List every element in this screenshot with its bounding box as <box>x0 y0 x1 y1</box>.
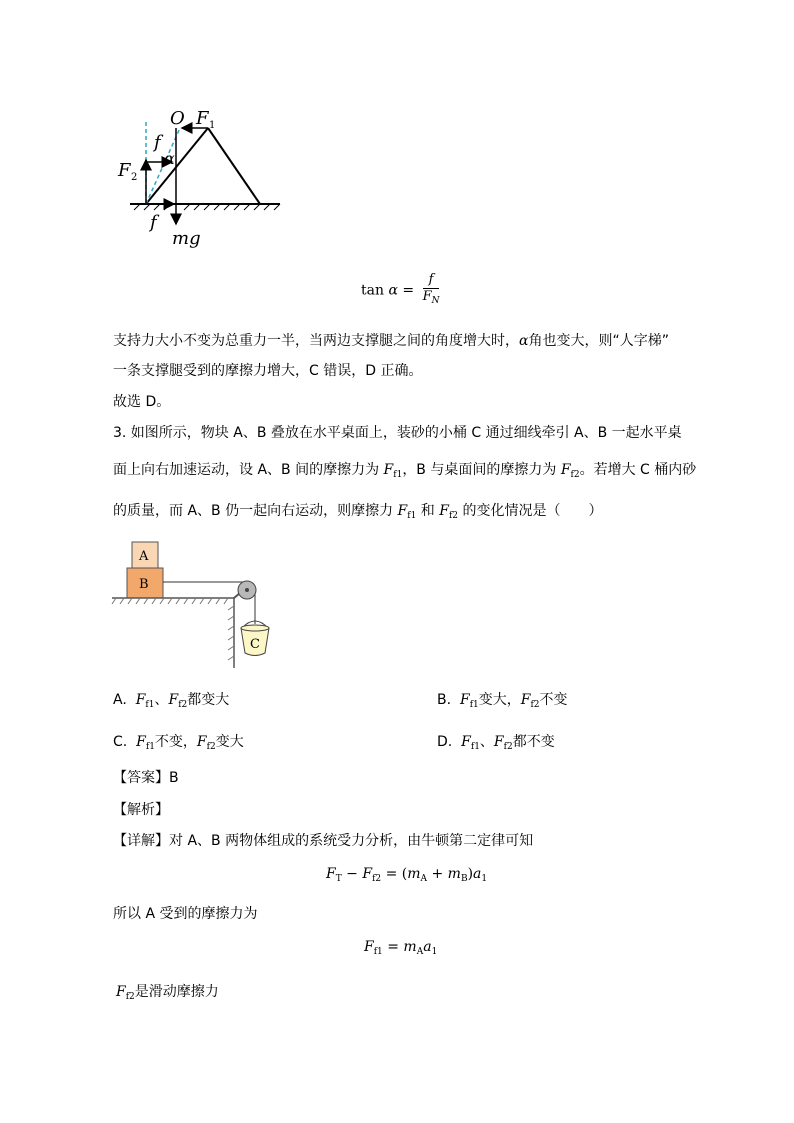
text-segment: 。若增大 C 桶内砂 <box>579 462 697 478</box>
detail-line-2: 所以 A 受到的摩擦力为 <box>113 906 258 922</box>
F-symbol: F <box>493 734 504 750</box>
eq2-A-sub: A <box>416 947 424 957</box>
question-3-line-1: 3. 如图所示，物块 A、B 叠放在水平桌面上，装砂的小桶 C 通过细线牵引 A、B 一起水平桌 <box>113 425 682 441</box>
paragraph-line-1 <box>113 331 669 351</box>
eq-equals-paren: = ( <box>381 866 408 882</box>
equation-newton <box>326 866 487 884</box>
f2-subscript: f2 <box>448 511 458 521</box>
F-symbol: F <box>560 462 571 478</box>
option-D[interactable] <box>437 732 555 757</box>
block-B-label: B <box>139 577 149 592</box>
option-D-label: D. <box>437 734 453 750</box>
f1-subscript: f1 <box>470 742 480 752</box>
label-O: O <box>170 108 185 129</box>
eq2-F: F <box>364 939 374 955</box>
option-C-label: C. <box>113 734 128 750</box>
text-segment: 变大 <box>215 734 244 750</box>
F-symbol: F <box>459 692 470 708</box>
bucket-rim <box>241 625 269 631</box>
label-alpha: α <box>164 149 175 168</box>
label-mg: mg <box>172 228 201 249</box>
eq-mB: m <box>447 866 461 882</box>
f2-subscript: f2 <box>530 700 540 710</box>
option-B[interactable] <box>437 690 568 715</box>
formula-alpha: α <box>388 282 398 299</box>
table-hatch <box>112 598 228 604</box>
den-F: F <box>422 289 432 304</box>
alpha-symbol: α <box>519 333 529 349</box>
ladder-right-leg <box>208 128 260 204</box>
label-f-top: f <box>154 132 161 153</box>
label-F1: F <box>196 108 209 129</box>
text-segment: 和 <box>416 503 440 519</box>
eq-1-sub: 1 <box>481 874 488 884</box>
text-segment: 不变， <box>154 734 197 750</box>
text-segment: 变大， <box>478 692 521 708</box>
pulley-axle <box>245 588 249 592</box>
f1-subscript: f1 <box>145 700 155 710</box>
text-segment: 面上向右加速运动，设 A、B 间的摩擦力为 <box>113 462 384 478</box>
eq2-equals: = <box>382 939 404 955</box>
text-segment: 都变大 <box>187 692 230 708</box>
question-3-line-3 <box>113 501 602 526</box>
F-symbol: F <box>439 503 449 519</box>
F-symbol: F <box>397 503 408 519</box>
fraction-numerator: f <box>423 272 440 289</box>
f1-subscript: f1 <box>145 742 155 752</box>
equation-friction <box>364 939 437 957</box>
question-3-line-2 <box>113 460 696 485</box>
F-symbol: F <box>383 462 394 478</box>
text-segment: 的质量，而 A、B 仍一起向右运动，则摩擦力 <box>113 503 398 519</box>
block-A-label: A <box>139 549 149 564</box>
F-symbol: F <box>136 734 146 750</box>
paragraph-line-3: 故选 D。 <box>113 394 171 410</box>
eq-f2-sub: f2 <box>372 874 382 884</box>
detail-line-3 <box>116 982 219 1007</box>
label-F1-sub: 1 <box>209 120 216 131</box>
eq-F: F <box>326 866 336 882</box>
f2-subscript: f2 <box>125 992 135 1002</box>
den-sub: N <box>431 296 440 306</box>
f1-subscript: f1 <box>393 470 403 480</box>
option-B-label: B. <box>437 692 452 708</box>
f2-subscript: f2 <box>178 700 188 710</box>
label-F2-sub: 2 <box>131 172 138 183</box>
F-symbol: F <box>461 734 471 750</box>
F-symbol: F <box>168 692 179 708</box>
eq2-f1-sub: f1 <box>373 947 383 957</box>
answer-line: 【答案】B <box>113 770 179 786</box>
f2-subscript: f2 <box>570 470 580 480</box>
eq2-1-sub: 1 <box>431 947 438 957</box>
text-segment: 支持力大小不变为总重力一半，当两边支撑腿之间的角度增大时， <box>113 333 519 349</box>
F-symbol: F <box>116 984 126 1000</box>
eq-close: ) <box>467 866 474 882</box>
eq2-m: m <box>403 939 417 955</box>
formula-tan: tan <box>361 282 384 299</box>
formula-eq: = <box>402 282 415 299</box>
formula-tan-alpha <box>361 272 439 309</box>
formula-fraction <box>423 272 440 309</box>
F-symbol: F <box>196 734 207 750</box>
fraction-denominator <box>423 289 440 309</box>
text-segment: 的变化情况是（ ） <box>458 503 603 519</box>
table-side-hatch <box>228 606 234 660</box>
eq2-a: a <box>423 939 432 955</box>
F-symbol: F <box>135 692 146 708</box>
label-F2: F <box>118 160 131 181</box>
f1-subscript: f1 <box>469 700 479 710</box>
eq-T-sub: T <box>335 874 342 884</box>
text-segment: 角也变大，则“人字梯” <box>528 333 669 349</box>
F-symbol: F <box>520 692 531 708</box>
text-segment: ，B 与桌面间的摩擦力为 <box>402 462 561 478</box>
text-segment: 不变 <box>539 692 568 708</box>
eq-plus: + <box>427 866 448 882</box>
ladder-force-diagram <box>110 100 300 250</box>
eq-mA: m <box>407 866 421 882</box>
eq-a: a <box>473 866 482 882</box>
label-f-bottom: f <box>150 212 157 233</box>
text-segment: 是滑动摩擦力 <box>134 984 219 1000</box>
eq-A-sub: A <box>420 874 428 884</box>
option-A-label: A. <box>113 692 127 708</box>
f1-subscript: f1 <box>407 511 417 521</box>
text-segment: 、 <box>154 692 169 708</box>
f2-subscript: f2 <box>206 742 216 752</box>
eq-F2: F <box>362 866 373 882</box>
eq-minus: − <box>341 866 363 882</box>
analysis-heading: 【解析】 <box>113 802 169 818</box>
dashed-resultant <box>146 128 180 204</box>
text-segment: 、 <box>479 734 494 750</box>
option-A[interactable] <box>113 690 229 715</box>
bucket-C-label: C <box>250 637 260 652</box>
paragraph-line-2: 一条支撑腿受到的摩擦力增大，C 错误，D 正确。 <box>113 363 423 379</box>
eq-B-sub: B <box>460 874 468 884</box>
blocks-pulley-diagram <box>110 540 270 670</box>
option-C[interactable] <box>113 732 244 757</box>
text-segment: 都不变 <box>512 734 555 750</box>
f2-subscript: f2 <box>503 742 513 752</box>
detail-line-1: 【详解】对 A、B 两物体组成的系统受力分析，由牛顿第二定律可知 <box>113 833 534 849</box>
